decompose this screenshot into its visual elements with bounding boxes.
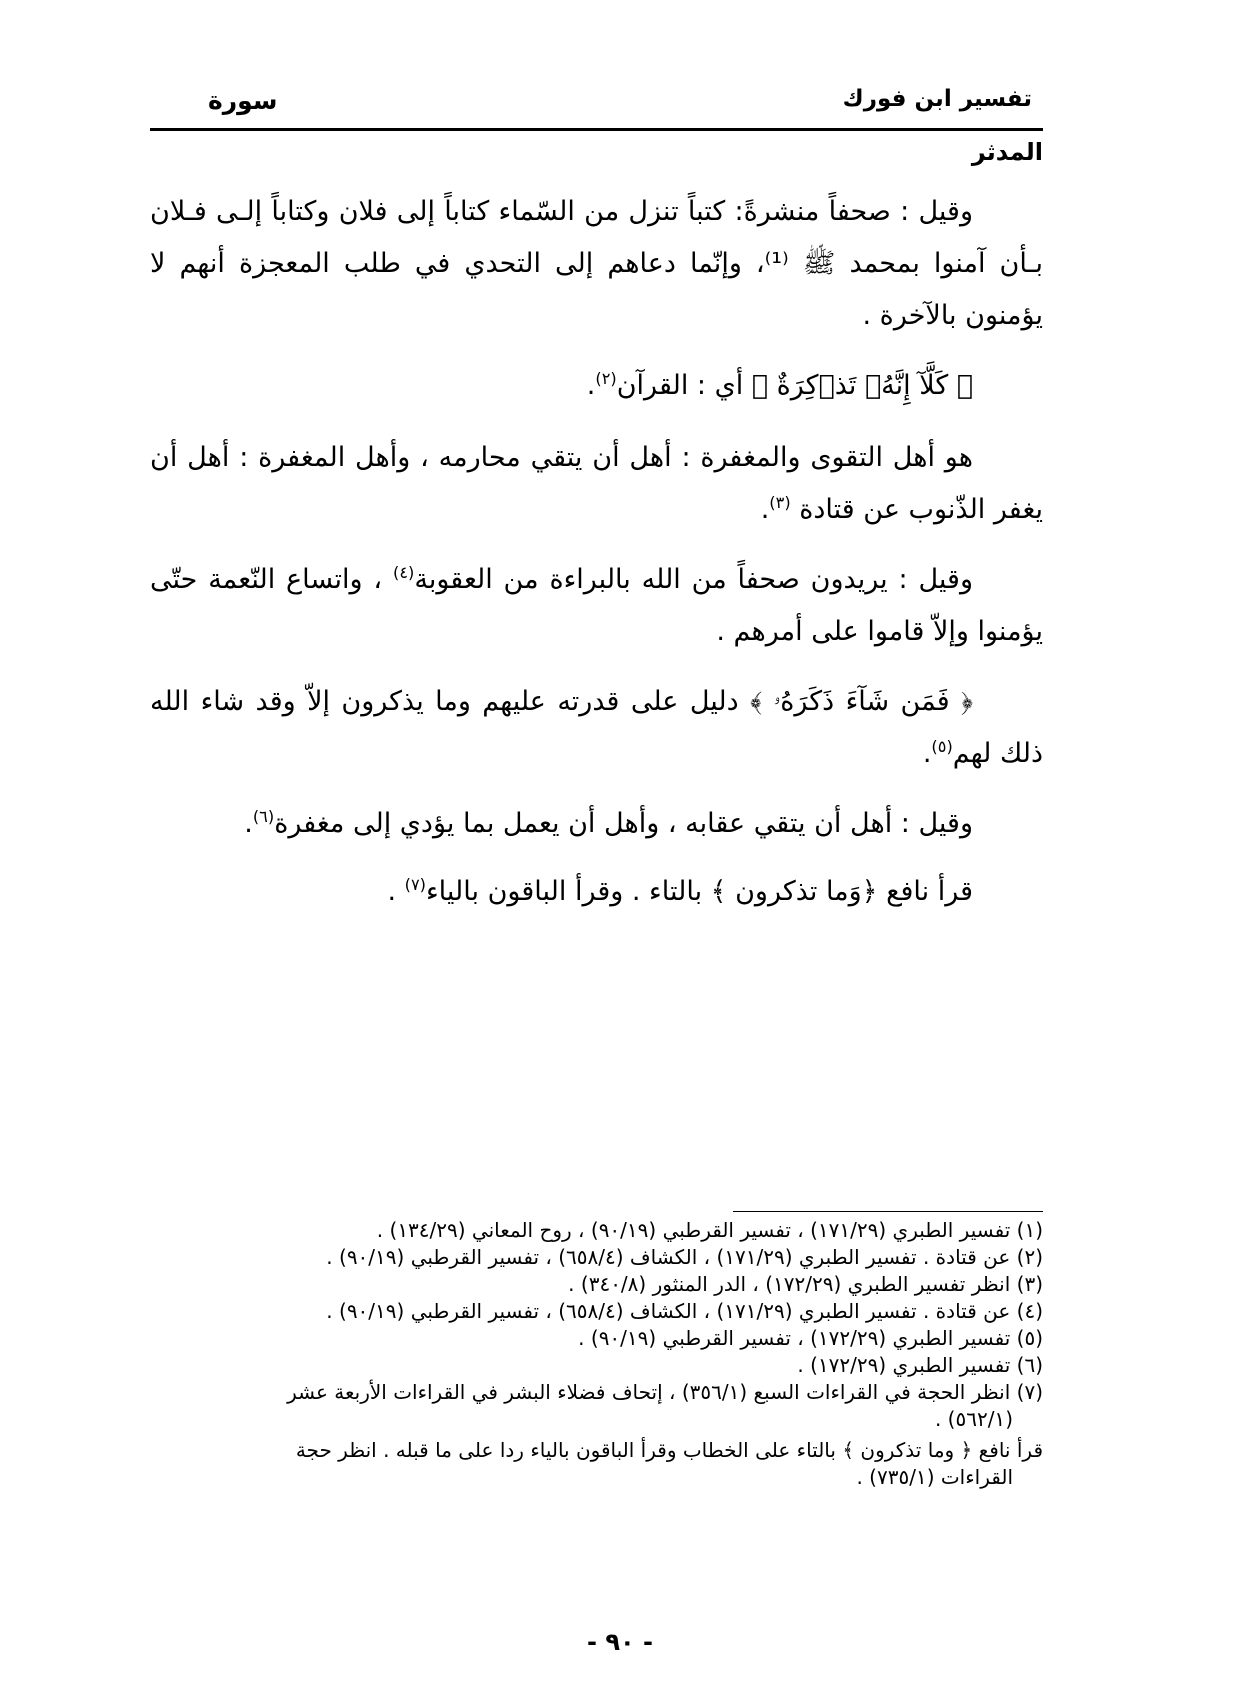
footnote-note-line-2: القراءات (٧٣٥/١) . [856,1465,1013,1489]
paragraph-2-end: . [586,370,596,401]
footnote-3: (٣) انظر تفسير الطبري (١٧٢/٢٩) ، الدر المنثور (٣٤٠/٨) . [568,1272,1043,1296]
footnote-note-line-1: قرأ نافع ﴿ وما تذكرون ﴾ بالتاء على الخطاب وقرأ الباقون بالياء ردا على ما قبله . انظر حجة [295,1438,1043,1462]
paragraph-1 [150,186,1043,342]
paragraph-6-end: . [244,808,253,839]
paragraph-7-text: قرأ نافع ﴿وَما تذكرون ﴾ بالتاء . وقرأ الباقون بالياء [425,876,973,907]
paragraph-3-text: هو أهل التقوى والمغفرة : أهل أن يتقي محارمه ، وأهل المغفرة : أهل أن يغفر الذّنوب عن قتادة [150,442,1043,525]
paragraph-5-end: . [922,738,932,769]
paragraph-6 [150,798,1043,850]
paragraph-4-text-b: ، واتساع النّعمة حتّى يؤمنوا وإلاّ قاموا على أمرهم . [150,564,1043,647]
footnote-4: (٤) عن قتادة . تفسير الطبري (١٧١/٢٩) ، الكشاف (٦٥٨/٤) ، تفسير القرطبي (٩٠/١٩) . [326,1299,1043,1323]
main-text [150,186,1043,934]
footnote-7-line-2: (٥٦٢/١) . [934,1407,1013,1431]
footnote-7 [150,1379,1043,1433]
paragraph-1-text: وقيل : صحفاً منشرةً: كتباً تنزل من السّماء كتاباً إلى فلان وكتاباً إلـى فـلان بـأن آمنوا بمحمد ﷺ ⁽¹⁾، وإنّما دعاهم إلى التحدي في طلب المعجزة أنهم لا يؤمنون بالآخرة . [150,196,1044,331]
paragraph-7 [150,866,1043,918]
paragraph-5-text: ﴿ فَمَن شَآءَ ذَكَرَهُۥ ﴾ دليل على قدرته عليهم وما يذكرون إلاّ وقد شاء الله ذلك لهم [150,686,1043,769]
footnote-ref-3: (٣) [769,493,791,512]
surah-name: المدثر [971,138,1043,166]
book-title: تفسير ابن فورك [842,86,1032,112]
footnote-note [150,1437,1043,1491]
paragraph-3-end: . [760,494,770,525]
footnote-divider [733,1211,1043,1212]
paragraph-2-text: ﴿ كَلَّآ إِنَّهُۥ تَذۡكِرَةٌ ﴾ أي : القرآن [616,370,973,401]
footnotes [150,1217,1043,1511]
paragraph-5 [150,676,1043,780]
paragraph-4 [150,554,1043,658]
page-number: - ٩٠ - [587,1628,653,1656]
footnote-7-line-1: (٧) انظر الحجة في القراءات السبع (٣٥٦/١) ، إتحاف فضلاء البشر في القراءات الأربعة عشر [287,1380,1043,1404]
footnote-ref-5: (٥) [931,737,953,756]
footnote-1: (١) تفسير الطبري (١٧١/٢٩) ، تفسير القرطبي (٩٠/١٩) ، روح المعاني (١٣٤/٢٩) . [376,1218,1043,1242]
footnote-ref-2: (٢) [595,369,617,388]
paragraph-6-text: وقيل : أهل أن يتقي عقابه ، وأهل أن يعمل بما يؤدي إلى مغفرة [274,808,973,839]
paragraph-2 [150,360,1043,412]
header-divider [150,128,1043,131]
footnote-2: (٢) عن قتادة . تفسير الطبري (١٧١/٢٩) ، الكشاف (٦٥٨/٤) ، تفسير القرطبي (٩٠/١٩) . [326,1245,1043,1269]
footnote-ref-6: (٦) [252,807,275,826]
surah-label: سورة [208,86,278,115]
paragraph-7-end: . [387,876,405,907]
paragraph-3 [150,432,1043,536]
paragraph-4-text-a: وقيل : يريدون صحفاً من الله بالبراءة من العقوبة [414,564,973,595]
footnote-ref-7: (٧) [404,875,426,894]
footnote-5: (٥) تفسير الطبري (١٧٢/٢٩) ، تفسير القرطبي (٩٠/١٩) . [578,1326,1043,1350]
footnote-ref-4: (٤) [392,563,415,582]
footnote-6: (٦) تفسير الطبري (١٧٢/٢٩) . [797,1353,1043,1377]
